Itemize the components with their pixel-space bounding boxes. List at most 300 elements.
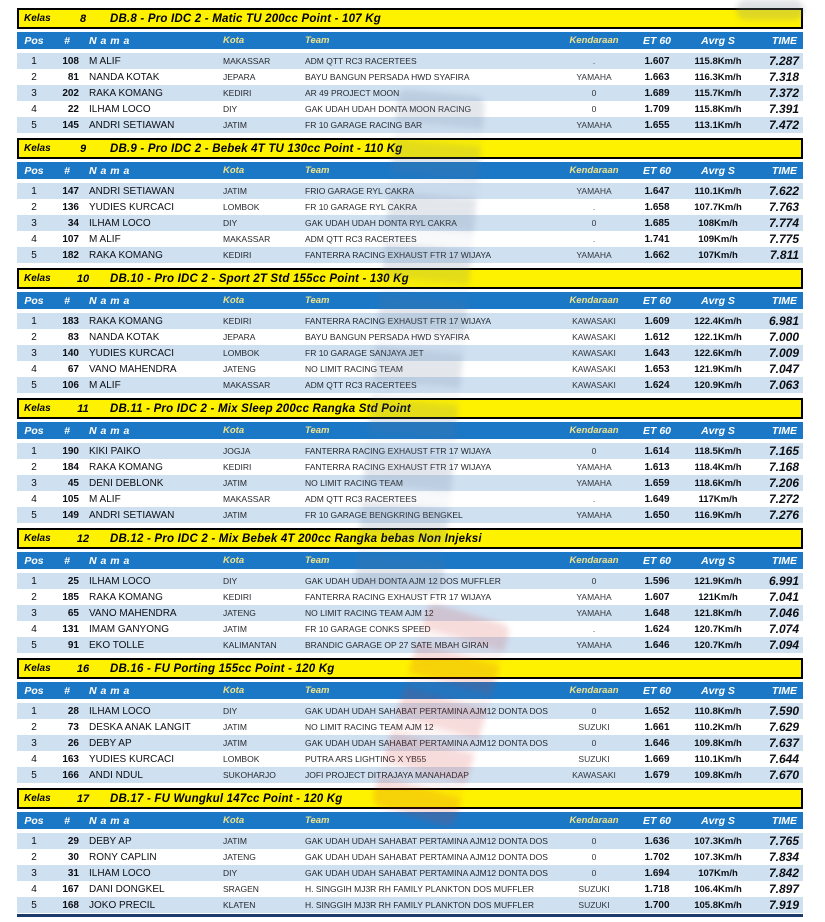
racer-name-cell: YUDIES KURCACI — [89, 201, 175, 213]
team-cell: FR 10 GARAGE SANJAYA JET — [305, 348, 424, 358]
number-header: # — [64, 814, 70, 827]
avg-speed-cell: 107Km/h — [698, 867, 738, 879]
result-row — [17, 507, 803, 523]
result-row — [17, 329, 803, 345]
racer-number-cell: 167 — [62, 883, 79, 895]
et60-cell: 1.609 — [644, 315, 670, 327]
avg-speed-header: Avrg S — [701, 684, 735, 697]
avg-speed-cell: 122.1Km/h — [694, 331, 742, 343]
pos-header: Pos — [24, 424, 44, 437]
result-row — [17, 443, 803, 459]
et60-cell: 1.613 — [644, 461, 670, 473]
racer-name-cell: NANDA KOTAK — [89, 331, 160, 343]
time-cell: 7.897 — [768, 882, 799, 896]
result-row — [17, 53, 803, 69]
racer-name-cell: RAKA KOMANG — [89, 87, 163, 99]
number-header: # — [64, 424, 70, 437]
city-cell: LOMBOK — [223, 348, 260, 358]
time-cell: 7.842 — [768, 866, 799, 880]
result-row — [17, 199, 803, 215]
et60-cell: 1.624 — [644, 623, 670, 635]
avg-speed-cell: 121.9Km/h — [694, 575, 742, 587]
time-cell: 7.811 — [769, 248, 799, 262]
vehicle-cell: YAMAHA — [576, 72, 612, 82]
team-cell: AR 49 PROJECT MOON — [305, 88, 400, 98]
city-cell: KALIMANTAN — [223, 640, 277, 650]
time-cell: 7.629 — [768, 720, 799, 734]
position-cell: 2 — [31, 851, 37, 863]
avg-speed-header: Avrg S — [701, 424, 735, 437]
result-row — [17, 117, 803, 133]
racer-number-cell: 45 — [67, 477, 79, 489]
class-section — [17, 138, 803, 263]
time-cell: 7.074 — [768, 622, 799, 636]
et60-cell: 1.596 — [644, 575, 670, 587]
pos-header: Pos — [24, 294, 44, 307]
class-label: Kelas — [24, 793, 51, 804]
vehicle-cell: . — [592, 56, 596, 66]
time-header: TIME — [771, 34, 797, 47]
time-cell: 7.046 — [768, 606, 799, 620]
vehicle-cell: 0 — [591, 852, 597, 862]
result-row — [17, 605, 803, 621]
result-row — [17, 231, 803, 247]
team-cell: ADM QTT RC3 RACERTEES — [305, 234, 417, 244]
avg-speed-cell: 109Km/h — [698, 233, 738, 245]
avg-speed-cell: 122.4Km/h — [694, 315, 742, 327]
vehicle-cell: SUZUKI — [578, 722, 610, 732]
racer-number-cell: 105 — [62, 493, 79, 505]
racer-number-cell: 185 — [62, 591, 79, 603]
team-cell: PUTRA ARS LIGHTING X YB55 — [305, 754, 427, 764]
vehicle-cell: SUZUKI — [578, 754, 610, 764]
racer-name-cell: M ALIF — [89, 55, 121, 67]
et60-cell: 1.694 — [644, 867, 670, 879]
time-cell: 7.272 — [768, 492, 799, 506]
time-cell: 6.991 — [768, 574, 799, 588]
racer-number-cell: 136 — [62, 201, 79, 213]
city-header: Kota — [223, 295, 245, 306]
position-cell: 3 — [31, 87, 37, 99]
racer-name-cell: DESKA ANAK LANGIT — [89, 721, 191, 733]
racer-name-cell: DEBY AP — [89, 737, 132, 749]
racer-number-cell: 184 — [62, 461, 79, 473]
racer-name-cell: RONY CAPLIN — [89, 851, 157, 863]
result-row — [17, 491, 803, 507]
rows-container — [17, 703, 803, 783]
vehicle-cell: YAMAHA — [576, 250, 612, 260]
number-header: # — [64, 34, 70, 47]
team-cell: ADM QTT RC3 RACERTEES — [305, 380, 417, 390]
et60-cell: 1.658 — [644, 201, 670, 213]
name-header: N a m a — [89, 164, 130, 177]
et60-header: ET 60 — [642, 684, 671, 697]
racer-name-cell: IMAM GANYONG — [89, 623, 170, 635]
avg-speed-cell: 118.4Km/h — [694, 461, 742, 473]
result-row — [17, 101, 803, 117]
vehicle-cell: KAWASAKI — [572, 348, 616, 358]
racer-number-cell: 73 — [67, 721, 79, 733]
position-cell: 4 — [31, 233, 37, 245]
city-cell: DIY — [223, 576, 238, 586]
avg-speed-cell: 106.4Km/h — [694, 883, 742, 895]
racer-number-cell: 34 — [67, 217, 79, 229]
position-cell: 5 — [31, 379, 37, 391]
avg-speed-cell: 107.3Km/h — [694, 851, 742, 863]
racer-number-cell: 182 — [62, 249, 79, 261]
team-header: Team — [305, 815, 330, 826]
city-cell: JEPARA — [223, 332, 256, 342]
rows-container — [17, 53, 803, 133]
team-header: Team — [305, 295, 330, 306]
result-row — [17, 345, 803, 361]
position-cell: 3 — [31, 607, 37, 619]
bottom-rule — [17, 914, 803, 917]
racer-number-cell: 166 — [62, 769, 79, 781]
time-cell: 7.622 — [768, 184, 799, 198]
team-cell: GAK UDAH UDAH SAHABAT PERTAMINA AJM12 DONTA DOS — [305, 852, 548, 862]
et60-cell: 1.663 — [644, 71, 670, 83]
et60-cell: 1.607 — [644, 591, 670, 603]
position-cell: 4 — [31, 103, 37, 115]
et60-cell: 1.646 — [644, 737, 670, 749]
vehicle-cell: YAMAHA — [576, 462, 612, 472]
result-row — [17, 735, 803, 751]
time-cell: 7.206 — [768, 476, 799, 490]
team-cell: FANTERRA RACING EXHAUST FTR 17 WIJAYA — [305, 592, 492, 602]
et60-cell: 1.650 — [644, 509, 670, 521]
city-cell: LOMBOK — [223, 202, 260, 212]
city-cell: KEDIRI — [223, 592, 252, 602]
class-label: Kelas — [24, 533, 51, 544]
avg-speed-cell: 121.9Km/h — [694, 363, 742, 375]
city-cell: JATIM — [223, 624, 247, 634]
vehicle-cell: 0 — [591, 446, 597, 456]
class-section — [17, 528, 803, 653]
vehicle-cell: 0 — [591, 706, 597, 716]
class-title: DB.16 - FU Porting 155cc Point - 120 Kg — [110, 662, 335, 675]
vehicle-cell: YAMAHA — [576, 592, 612, 602]
time-cell: 7.774 — [768, 216, 799, 230]
avg-speed-cell: 108Km/h — [698, 217, 738, 229]
avg-speed-cell: 121.8Km/h — [694, 607, 742, 619]
avg-speed-header: Avrg S — [701, 554, 735, 567]
racer-number-cell: 147 — [62, 185, 79, 197]
rows-container — [17, 443, 803, 523]
class-label: Kelas — [24, 13, 51, 24]
city-cell: JATIM — [223, 738, 247, 748]
avg-speed-cell: 105.8Km/h — [694, 899, 742, 911]
rows-container — [17, 183, 803, 263]
result-row — [17, 313, 803, 329]
avg-speed-cell: 115.8Km/h — [694, 55, 742, 67]
result-row — [17, 751, 803, 767]
result-row — [17, 573, 803, 589]
et60-cell: 1.636 — [644, 835, 670, 847]
vehicle-cell: 0 — [591, 104, 597, 114]
pos-header: Pos — [24, 34, 44, 47]
racer-name-cell: M ALIF — [89, 233, 121, 245]
vehicle-cell: YAMAHA — [576, 120, 612, 130]
racer-name-cell: YUDIES KURCACI — [89, 753, 175, 765]
class-label: Kelas — [24, 143, 51, 154]
racer-name-cell: RAKA KOMANG — [89, 461, 163, 473]
racer-number-cell: 67 — [67, 363, 79, 375]
racer-number-cell: 131 — [62, 623, 79, 635]
column-header-row — [17, 292, 803, 309]
team-cell: GAK UDAH UDAH DONTA RYL CAKRA — [305, 218, 457, 228]
result-row — [17, 247, 803, 263]
city-cell: SRAGEN — [223, 884, 259, 894]
racer-name-cell: VANO MAHENDRA — [89, 607, 177, 619]
et60-header: ET 60 — [642, 554, 671, 567]
team-cell: NO LIMIT RACING TEAM — [305, 364, 403, 374]
position-cell: 1 — [31, 835, 37, 847]
column-header-row — [17, 682, 803, 699]
class-section — [17, 658, 803, 783]
vehicle-cell: SUZUKI — [578, 884, 610, 894]
class-section — [17, 788, 803, 917]
team-header: Team — [305, 685, 330, 696]
team-cell: ADM QTT RC3 RACERTEES — [305, 56, 417, 66]
avg-speed-cell: 110.8Km/h — [694, 705, 742, 717]
avg-speed-cell: 115.8Km/h — [694, 103, 742, 115]
time-cell: 7.637 — [768, 736, 799, 750]
racer-number-cell: 83 — [67, 331, 79, 343]
racer-name-cell: ANDI NDUL — [89, 769, 143, 781]
position-cell: 1 — [31, 185, 37, 197]
position-cell: 1 — [31, 315, 37, 327]
time-header: TIME — [771, 164, 797, 177]
racer-number-cell: 107 — [62, 233, 79, 245]
et60-cell: 1.709 — [644, 103, 670, 115]
class-section — [17, 8, 803, 133]
avg-speed-cell: 121Km/h — [698, 591, 738, 603]
racer-number-cell: 140 — [62, 347, 79, 359]
result-row — [17, 377, 803, 393]
pos-header: Pos — [24, 814, 44, 827]
racer-name-cell: DANI DONGKEL — [89, 883, 165, 895]
result-row — [17, 897, 803, 913]
position-cell: 4 — [31, 363, 37, 375]
team-header: Team — [305, 35, 330, 46]
racer-number-cell: 29 — [67, 835, 79, 847]
time-cell: 7.372 — [768, 86, 799, 100]
class-title: DB.11 - Pro IDC 2 - Mix Sleep 200cc Rangka Std Point — [110, 402, 411, 415]
result-row — [17, 361, 803, 377]
class-title-bar — [17, 8, 803, 29]
et60-cell: 1.614 — [644, 445, 670, 457]
avg-speed-cell: 107.7Km/h — [694, 201, 742, 213]
class-label: Kelas — [24, 273, 51, 284]
et60-cell: 1.646 — [644, 639, 670, 651]
name-header: N a m a — [89, 424, 130, 437]
team-header: Team — [305, 165, 330, 176]
et60-header: ET 60 — [642, 424, 671, 437]
avg-speed-cell: 109.8Km/h — [694, 737, 742, 749]
racer-number-cell: 31 — [67, 867, 79, 879]
position-cell: 5 — [31, 509, 37, 521]
vehicle-cell: KAWASAKI — [572, 316, 616, 326]
result-row — [17, 183, 803, 199]
team-cell: FANTERRA RACING EXHAUST FTR 17 WIJAYA — [305, 316, 492, 326]
position-cell: 4 — [31, 493, 37, 505]
time-cell: 7.063 — [768, 378, 799, 392]
et60-cell: 1.653 — [644, 363, 670, 375]
name-header: N a m a — [89, 814, 130, 827]
class-section — [17, 268, 803, 393]
number-header: # — [64, 294, 70, 307]
city-cell: JATIM — [223, 120, 247, 130]
time-cell: 7.287 — [768, 54, 799, 68]
vehicle-cell: YAMAHA — [576, 478, 612, 488]
pos-header: Pos — [24, 684, 44, 697]
time-cell: 7.165 — [768, 444, 799, 458]
team-cell: NO LIMIT RACING TEAM AJM 12 — [305, 722, 434, 732]
et60-cell: 1.661 — [644, 721, 670, 733]
time-cell: 7.765 — [768, 834, 799, 848]
vehicle-header: Kendaraan — [569, 35, 619, 46]
result-row — [17, 475, 803, 491]
racer-number-cell: 163 — [62, 753, 79, 765]
vehicle-cell: YAMAHA — [576, 510, 612, 520]
column-header-row — [17, 162, 803, 179]
racer-name-cell: ILHAM LOCO — [89, 217, 151, 229]
position-cell: 1 — [31, 445, 37, 457]
et60-cell: 1.624 — [644, 379, 670, 391]
et60-cell: 1.685 — [644, 217, 670, 229]
racer-number-cell: 28 — [67, 705, 79, 717]
racer-number-cell: 183 — [62, 315, 79, 327]
team-cell: JOFI PROJECT DITRAJAYA MANAHADAP — [305, 770, 469, 780]
et60-header: ET 60 — [642, 164, 671, 177]
result-row — [17, 215, 803, 231]
racer-number-cell: 30 — [67, 851, 79, 863]
team-cell: GAK UDAH UDAH SAHABAT PERTAMINA AJM12 DONTA DOS — [305, 738, 548, 748]
racer-number-cell: 108 — [62, 55, 79, 67]
avg-speed-header: Avrg S — [701, 294, 735, 307]
time-cell: 7.670 — [768, 768, 799, 782]
team-cell: FR 10 GARAGE RYL CAKRA — [305, 202, 417, 212]
city-cell: LOMBOK — [223, 754, 260, 764]
team-cell: FR 10 GARAGE BENGKRING BENGKEL — [305, 510, 463, 520]
avg-speed-header: Avrg S — [701, 34, 735, 47]
racer-number-cell: 190 — [62, 445, 79, 457]
et60-cell: 1.607 — [644, 55, 670, 67]
racer-number-cell: 25 — [67, 575, 79, 587]
et60-cell: 1.649 — [644, 493, 670, 505]
et60-cell: 1.612 — [644, 331, 670, 343]
city-cell: JATIM — [223, 510, 247, 520]
time-cell: 7.168 — [768, 460, 799, 474]
number-header: # — [64, 164, 70, 177]
team-cell: NO LIMIT RACING TEAM AJM 12 — [305, 608, 434, 618]
column-header-row — [17, 812, 803, 829]
rows-container — [17, 313, 803, 393]
city-cell: KEDIRI — [223, 88, 252, 98]
et60-cell: 1.689 — [644, 87, 670, 99]
et60-cell: 1.700 — [644, 899, 670, 911]
racer-name-cell: RAKA KOMANG — [89, 315, 163, 327]
vehicle-cell: 0 — [591, 738, 597, 748]
result-row — [17, 881, 803, 897]
et60-cell: 1.655 — [644, 119, 670, 131]
team-cell: ADM QTT RC3 RACERTEES — [305, 494, 417, 504]
position-cell: 2 — [31, 721, 37, 733]
results-sheet — [17, 8, 803, 922]
class-title: DB.9 - Pro IDC 2 - Bebek 4T TU 130cc Point - 110 Kg — [110, 142, 403, 155]
time-cell: 7.391 — [768, 102, 799, 116]
et60-header: ET 60 — [642, 814, 671, 827]
position-cell: 4 — [31, 623, 37, 635]
class-title-bar — [17, 788, 803, 809]
number-header: # — [64, 554, 70, 567]
result-row — [17, 767, 803, 783]
avg-speed-cell: 120.9Km/h — [694, 379, 742, 391]
avg-speed-cell: 120.7Km/h — [694, 639, 742, 651]
vehicle-cell: . — [592, 234, 596, 244]
position-cell: 2 — [31, 201, 37, 213]
time-header: TIME — [771, 684, 797, 697]
position-cell: 5 — [31, 899, 37, 911]
racer-name-cell: ANDRI SETIAWAN — [89, 119, 175, 131]
time-cell: 7.919 — [768, 898, 799, 912]
racer-name-cell: JOKO PRECIL — [89, 899, 156, 911]
vehicle-header: Kendaraan — [569, 815, 619, 826]
city-cell: JEPARA — [223, 72, 256, 82]
time-cell: 7.472 — [768, 118, 799, 132]
city-cell: KEDIRI — [223, 250, 252, 260]
racer-name-cell: ANDRI SETIAWAN — [89, 509, 175, 521]
time-cell: 7.094 — [768, 638, 799, 652]
column-header-row — [17, 422, 803, 439]
position-cell: 3 — [31, 347, 37, 359]
position-cell: 1 — [31, 705, 37, 717]
class-title: DB.10 - Pro IDC 2 - Sport 2T Std 155cc Point - 130 Kg — [110, 272, 409, 285]
racer-name-cell: RAKA KOMANG — [89, 591, 163, 603]
avg-speed-cell: 110.2Km/h — [694, 721, 742, 733]
et60-cell: 1.652 — [644, 705, 670, 717]
avg-speed-cell: 122.6Km/h — [694, 347, 742, 359]
racer-name-cell: ILHAM LOCO — [89, 867, 151, 879]
position-cell: 4 — [31, 753, 37, 765]
column-header-row — [17, 32, 803, 49]
city-cell: JOGJA — [223, 446, 251, 456]
vehicle-cell: YAMAHA — [576, 186, 612, 196]
city-cell: DIY — [223, 218, 238, 228]
et60-cell: 1.679 — [644, 769, 670, 781]
vehicle-header: Kendaraan — [569, 555, 619, 566]
class-number: 9 — [79, 142, 87, 155]
team-cell: GAK UDAH UDAH DONTA AJM 12 DOS MUFFLER — [305, 576, 501, 586]
class-number: 10 — [76, 272, 90, 285]
racer-name-cell: ILHAM LOCO — [89, 103, 151, 115]
et60-header: ET 60 — [642, 294, 671, 307]
result-row — [17, 589, 803, 605]
avg-speed-cell: 116.3Km/h — [694, 71, 742, 83]
team-cell: FANTERRA RACING EXHAUST FTR 17 WIJAYA — [305, 446, 492, 456]
vehicle-cell: . — [592, 624, 596, 634]
number-header: # — [64, 684, 70, 697]
avg-speed-cell: 120.7Km/h — [694, 623, 742, 635]
et60-cell: 1.647 — [644, 185, 670, 197]
position-cell: 2 — [31, 331, 37, 343]
city-cell: DIY — [223, 868, 238, 878]
position-cell: 4 — [31, 883, 37, 895]
city-cell: JATENG — [223, 364, 256, 374]
racer-name-cell: M ALIF — [89, 379, 121, 391]
racer-name-cell: ANDRI SETIAWAN — [89, 185, 175, 197]
